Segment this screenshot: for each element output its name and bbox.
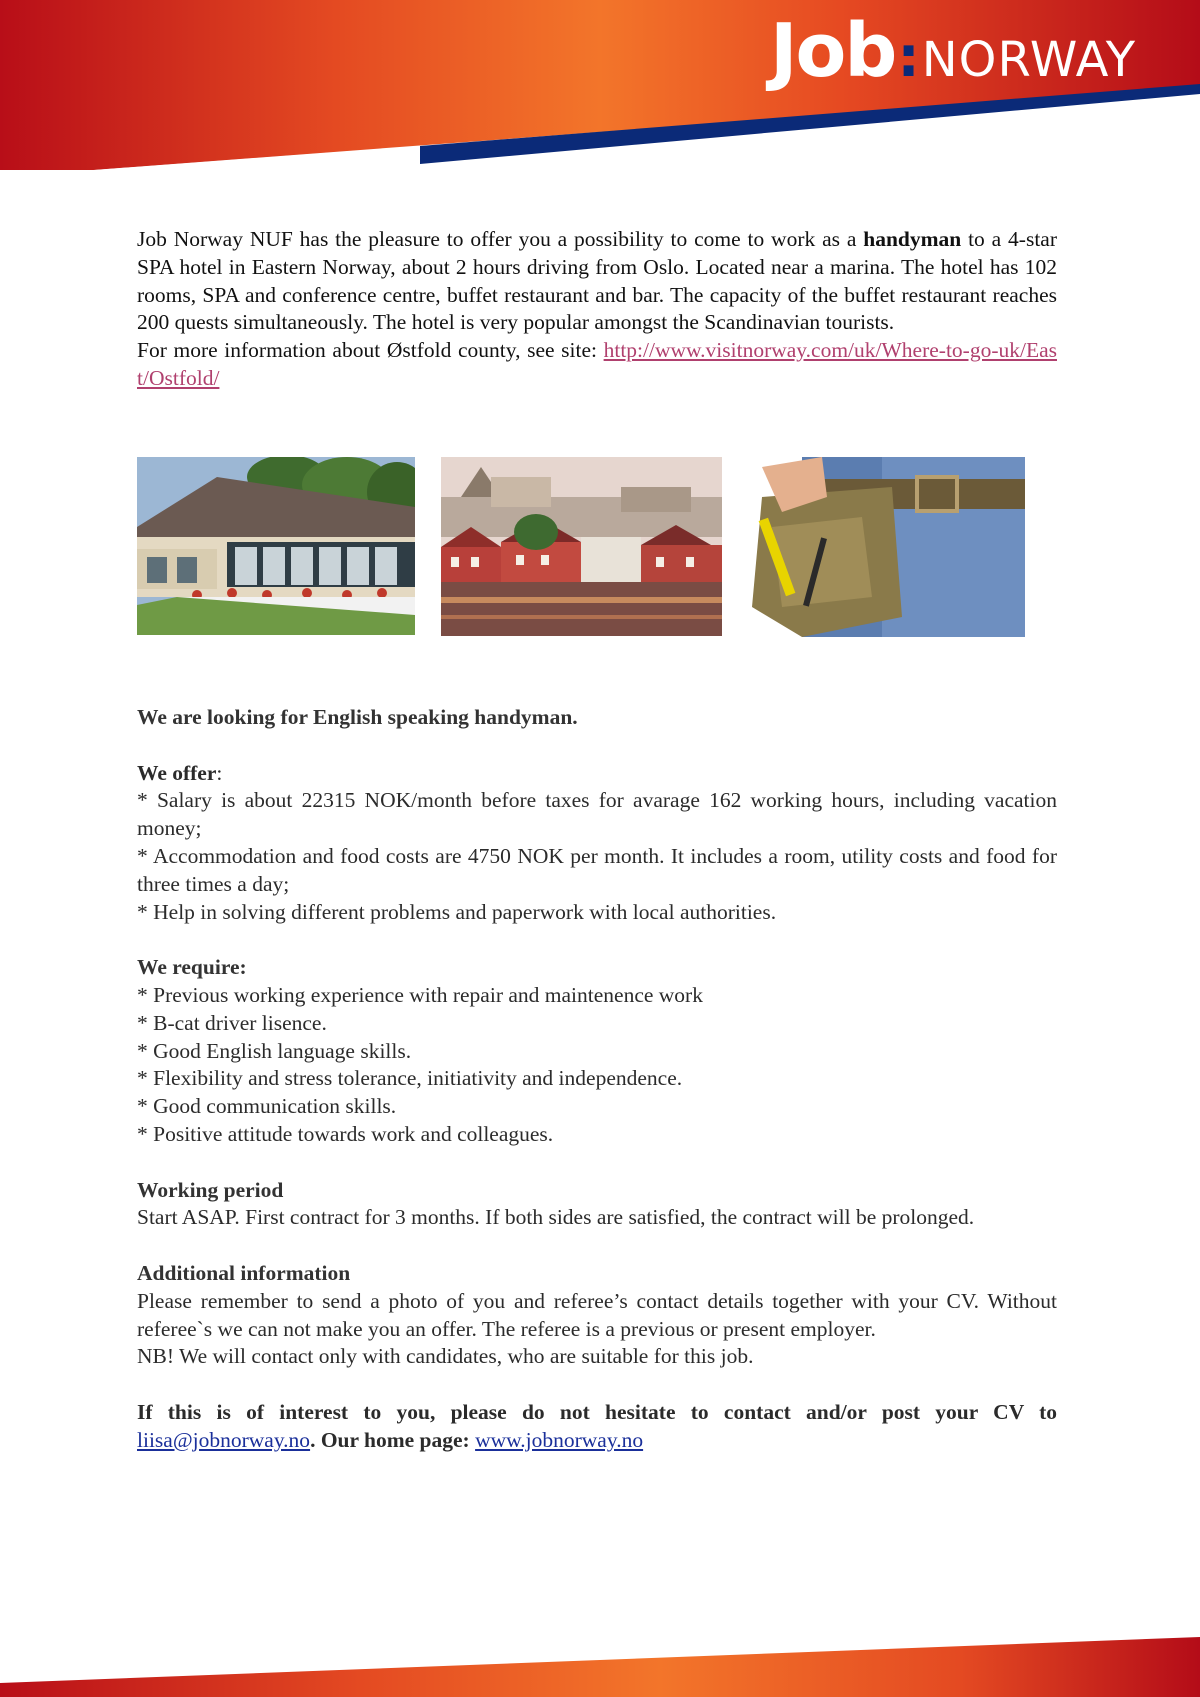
offer-colon: : — [216, 760, 223, 785]
intro-paragraph — [137, 226, 1057, 337]
offer-heading — [137, 760, 1057, 788]
marina-photo — [441, 457, 722, 636]
logo-job: Job — [770, 8, 896, 94]
harbor-town-icon — [441, 457, 722, 636]
additional-info-heading: Additional information — [137, 1260, 351, 1285]
contact-mid: . Our home page: — [310, 1427, 476, 1452]
handyman-photo — [742, 457, 1025, 637]
offer-item: * Help in solving different problems and paperwork with local authorities. — [137, 899, 777, 924]
job-details — [137, 704, 1057, 1455]
nb-note: NB! We will contact only with candidates, who are suitable for this job. — [137, 1344, 754, 1369]
contact-paragraph — [137, 1399, 1057, 1455]
more-info-paragraph — [137, 337, 1057, 393]
logo-norway: NORWAY — [921, 32, 1137, 88]
require-item: * Good communication skills. — [137, 1094, 397, 1119]
intro-rest: to a 4-star SPA hotel in Eastern Norway, about 2 hours driving from Oslo. Located near a marina. The hotel has 102 rooms, SPA and conference centre, buffet restaurant and bar. The capacity of the buffet restaurant reaches 200 quests simultaneously. The hotel is very popular amongst the Scandinavian tourists. — [137, 227, 1057, 335]
require-item: * B-cat driver lisence. — [137, 1010, 327, 1035]
footer-band — [0, 1637, 1200, 1697]
require-item: * Positive attitude towards work and colleagues. — [137, 1121, 554, 1146]
jobnorway-logo — [770, 8, 1136, 94]
working-period-text: Start ASAP. First contract for 3 months. If both sides are satisfied, the contract will be prolonged. — [137, 1205, 975, 1230]
more-info-text: For more information about Østfold county, see site: — [137, 338, 604, 363]
logo-colon: : — [897, 25, 920, 90]
hotel-photo — [137, 457, 415, 635]
offer-heading-text: We offer — [137, 760, 217, 785]
offer-item: * Accommodation and food costs are 4750 NOK per month. It includes a room, utility costs and food for three times a day; — [137, 843, 1057, 896]
intro-role: handyman — [863, 227, 962, 251]
visitnorway-link[interactable]: http://www.visitnorway.com/uk/Where-to-go-uk/East/Ostfold/ — [137, 338, 1057, 390]
additional-info-text: Please remember to send a photo of you and referee’s contact details together with your CV. Without referee`s we can not make you an offer. The referee is a previous or present employer. — [137, 1288, 1057, 1341]
intro-lead: Job Norway NUF has the pleasure to offer you a possibility to come to work as a — [137, 227, 864, 251]
homepage-link[interactable]: www.jobnorway.no — [475, 1427, 644, 1452]
require-item: * Good English language skills. — [137, 1038, 412, 1063]
intro-section — [137, 226, 1057, 393]
require-item: * Flexibility and stress tolerance, initiativity and independence. — [137, 1066, 683, 1091]
contact-lead: If this is of interest to you, please do not hesitate to contact and/or post your CV to — [137, 1399, 1057, 1424]
offer-item: * Salary is about 22315 NOK/month before taxes for avarage 162 working hours, including vacation money; — [137, 788, 1057, 841]
working-period-heading: Working period — [137, 1177, 284, 1202]
require-heading: We require: — [137, 955, 247, 980]
photo-row — [137, 457, 1057, 637]
tool-belt-icon — [742, 457, 1025, 637]
looking-for-heading: We are looking for English speaking handyman. — [137, 705, 578, 729]
require-item: * Previous working experience with repair and maintenence work — [137, 982, 703, 1007]
email-link[interactable]: liisa@jobnorway.no — [137, 1427, 311, 1452]
hotel-terrace-icon — [137, 457, 415, 635]
